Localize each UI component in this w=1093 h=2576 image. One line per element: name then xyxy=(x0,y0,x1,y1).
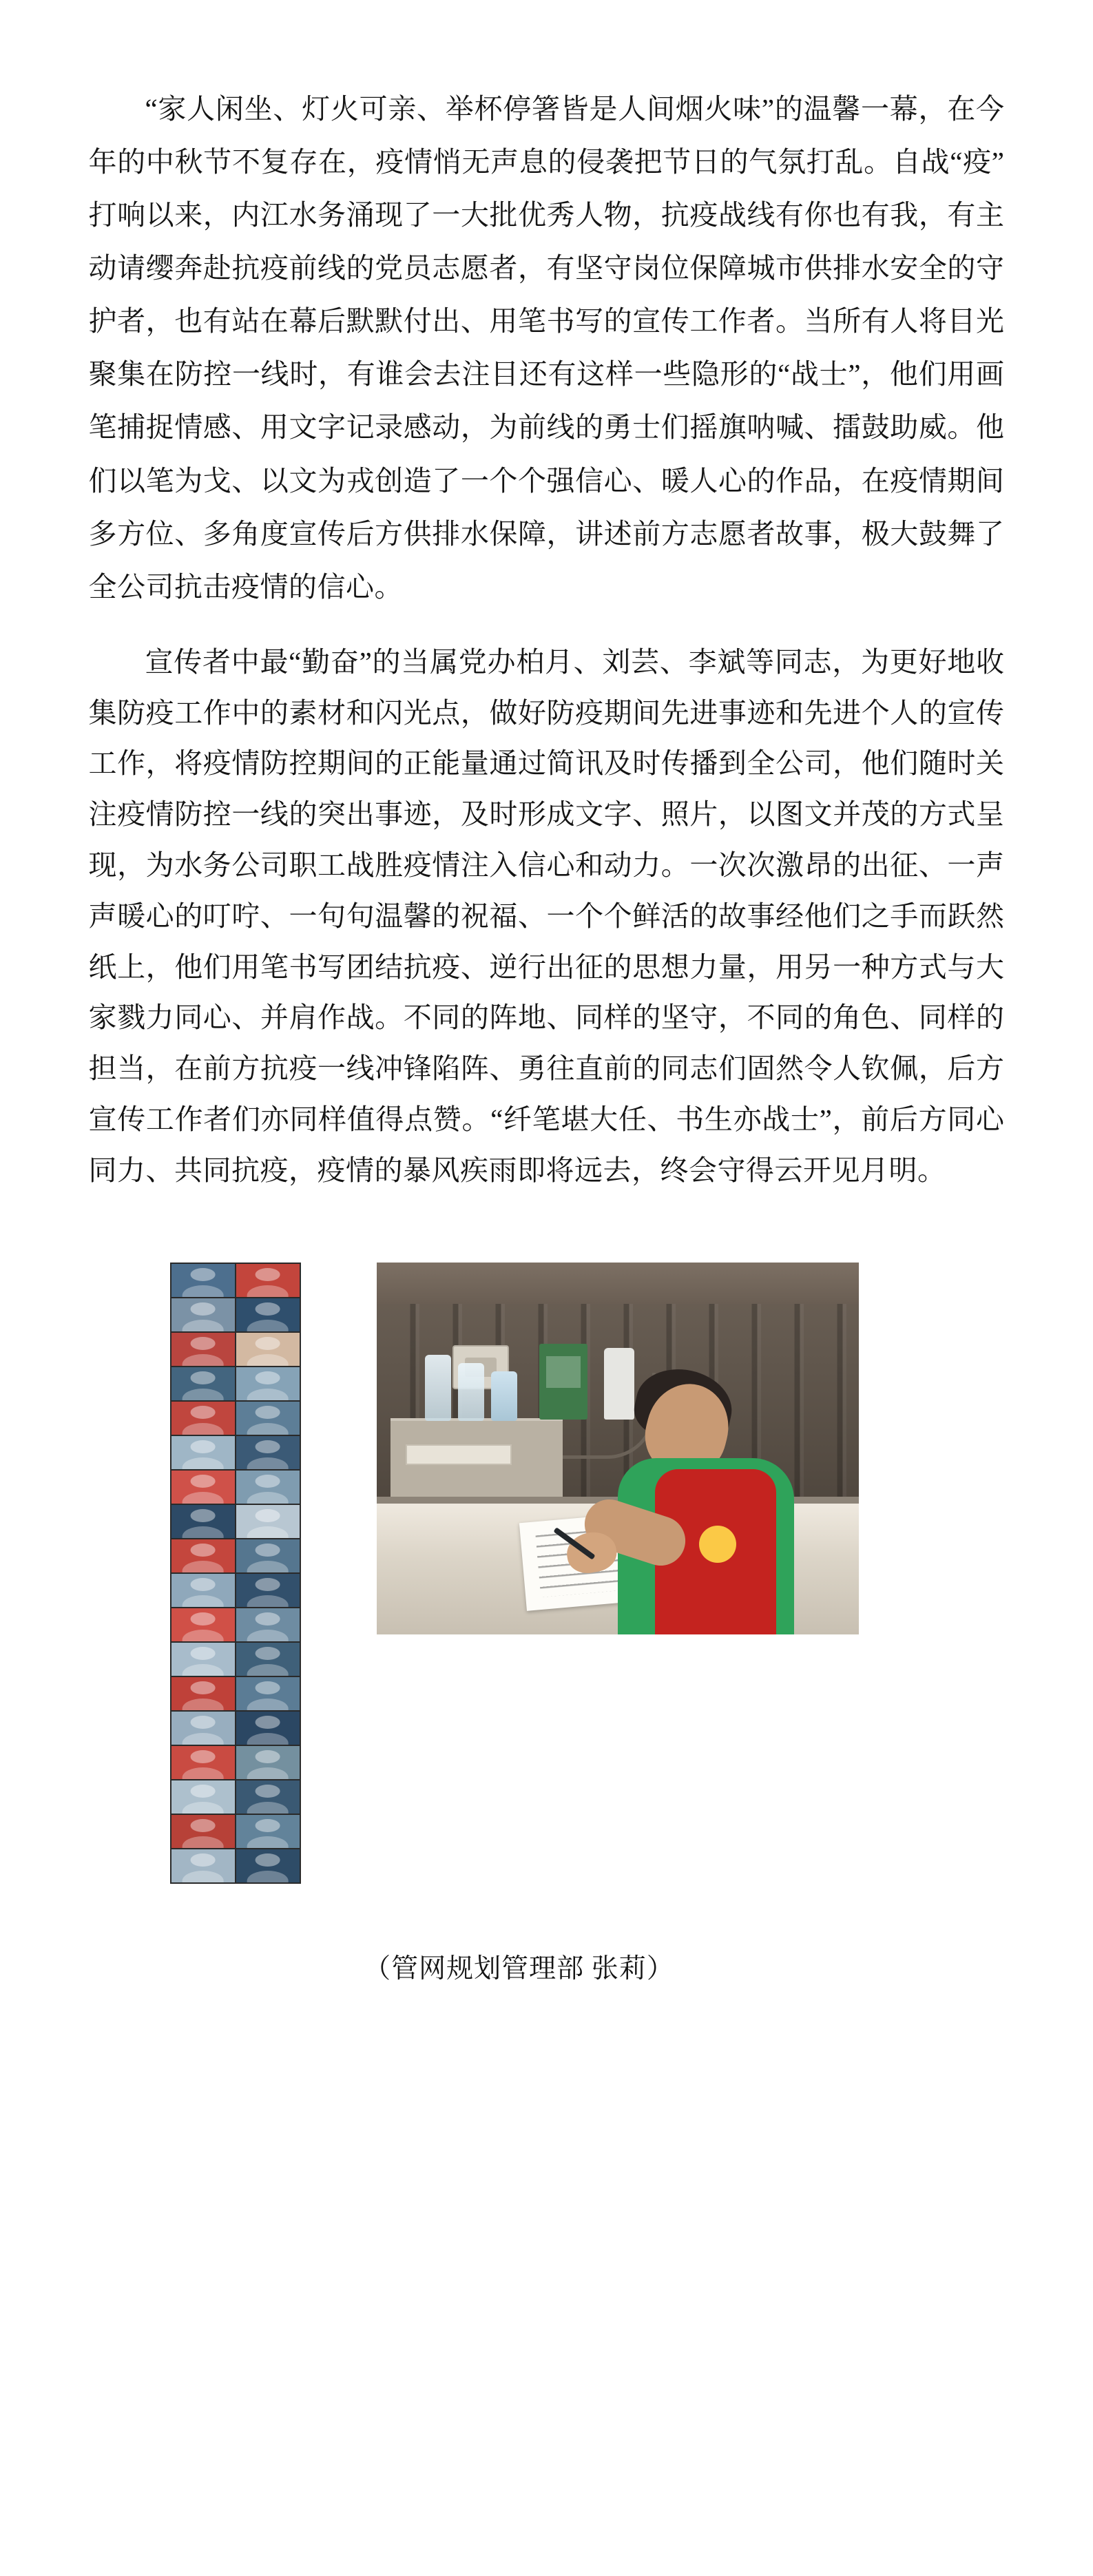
collage-portrait-tile xyxy=(171,1643,235,1676)
photo-water-bottle xyxy=(491,1371,517,1421)
photo-cabinet xyxy=(391,1418,563,1504)
collage-portrait-tile xyxy=(236,1333,300,1366)
paragraph-1: “家人闲坐、灯火可亲、举杯停箸皆是人间烟火味”的温馨一幕，在今年的中秋节不复存在，疫情悄无声息的侵袭把节日的气氛打乱。自战“疫”打响以来，内江水务涌现了一大批优秀人物，抗疫战线有你也有我，有主动请缨奔赴抗疫前线的党员志愿者，有坚守岗位保障城市供排水安全的守护者，也有站在幕后默默付出、用笔书写的宣传工作者。当所有人将目光聚集在防控一线时，有谁会去注目还有这样一些隐形的“战士”，他们用画笔捕捉情感、用文字记录感动，为前线的勇士们摇旗呐喊、擂鼓助威。他们以笔为戈、以文为戎创造了一个个强信心、暖人心的作品，在疫情期间多方位、多角度宣传后方供排水保障，讲述前方志愿者故事，极大鼓舞了全公司抗击疫情的信心。 xyxy=(88,93,1005,603)
collage-portrait-tile xyxy=(236,1574,300,1607)
volunteer-writing-photo xyxy=(377,1263,859,1634)
collage-portrait-tile xyxy=(171,1608,235,1641)
collage-portrait-tile xyxy=(236,1367,300,1400)
figure-group xyxy=(89,1263,1005,1884)
collage-portrait-tile xyxy=(236,1746,300,1779)
collage-portrait-tile xyxy=(171,1712,235,1745)
collage-portrait-tile xyxy=(171,1574,235,1607)
collage-portrait-tile xyxy=(236,1608,300,1641)
photo-green-box xyxy=(539,1344,587,1420)
collage-portrait-tile xyxy=(236,1471,300,1504)
collage-portrait-tile xyxy=(236,1643,300,1676)
collage-portrait-tile xyxy=(236,1264,300,1297)
collage-portrait-tile xyxy=(171,1505,235,1538)
photo-water-bottle xyxy=(425,1355,451,1421)
collage-portrait-tile xyxy=(171,1402,235,1435)
collage-portrait-tile xyxy=(171,1815,235,1848)
collage-portrait-tile xyxy=(171,1746,235,1779)
collage-portrait-tile xyxy=(236,1712,300,1745)
volunteer-portrait-collage xyxy=(170,1263,301,1884)
collage-portrait-tile xyxy=(236,1677,300,1710)
article-body xyxy=(89,83,1005,1986)
collage-portrait-tile xyxy=(236,1505,300,1538)
collage-portrait-tile xyxy=(236,1298,300,1331)
collage-portrait-tile xyxy=(171,1849,235,1882)
collage-portrait-tile xyxy=(171,1471,235,1504)
collage-portrait-tile xyxy=(171,1677,235,1710)
paragraph-2: 宣传者中最“勤奋”的当属党办柏月、刘芸、李斌等同志，为更好地收集防疫工作中的素材和闪光点，做好防疫期间先进事迹和先进个人的宣传工作，将疫情防控期间的正能量通过简讯及时传播到全公司，他们随时关注疫情防控一线的突出事迹，及时形成文字、照片，以图文并茂的方式呈现，为水务公司职工战胜疫情注入信心和动力。一次次激昂的出征、一声声暖心的叮咛、一句句温馨的祝福、一个个鲜活的故事经他们之手而跃然纸上，他们用笔书写团结抗疫、逆行出征的思想力量，用另一种方式与大家戮力同心、并肩作战。不同的阵地、同样的坚守，不同的角色、同样的担当，在前方抗疫一线冲锋陷阵、勇往直前的同志们固然令人钦佩，后方宣传工作者们亦同样值得点赞。“纤笔堪大任、书生亦战士”，前后方同心同力、共同抗疫，疫情的暴风疾雨即将远去，终会守得云开见月明。 xyxy=(88,645,1005,1186)
collage-portrait-tile xyxy=(171,1367,235,1400)
photo-water-bottle xyxy=(458,1363,484,1421)
collage-portrait-tile xyxy=(171,1264,235,1297)
collage-portrait-tile xyxy=(171,1333,235,1366)
collage-portrait-tile xyxy=(236,1402,300,1435)
collage-portrait-tile xyxy=(236,1539,300,1572)
collage-portrait-tile xyxy=(171,1436,235,1469)
collage-portrait-tile xyxy=(236,1436,300,1469)
collage-portrait-tile xyxy=(171,1298,235,1331)
collage-portrait-tile xyxy=(171,1539,235,1572)
photo-white-bottle xyxy=(604,1348,634,1420)
collage-portrait-tile xyxy=(171,1780,235,1814)
collage-portrait-tile xyxy=(236,1815,300,1848)
photo-ceiling xyxy=(377,1263,859,1304)
figure-caption: （管网规划管理部 张莉） xyxy=(364,1953,674,1984)
collage-portrait-tile xyxy=(236,1780,300,1814)
collage-portrait-tile xyxy=(236,1849,300,1882)
